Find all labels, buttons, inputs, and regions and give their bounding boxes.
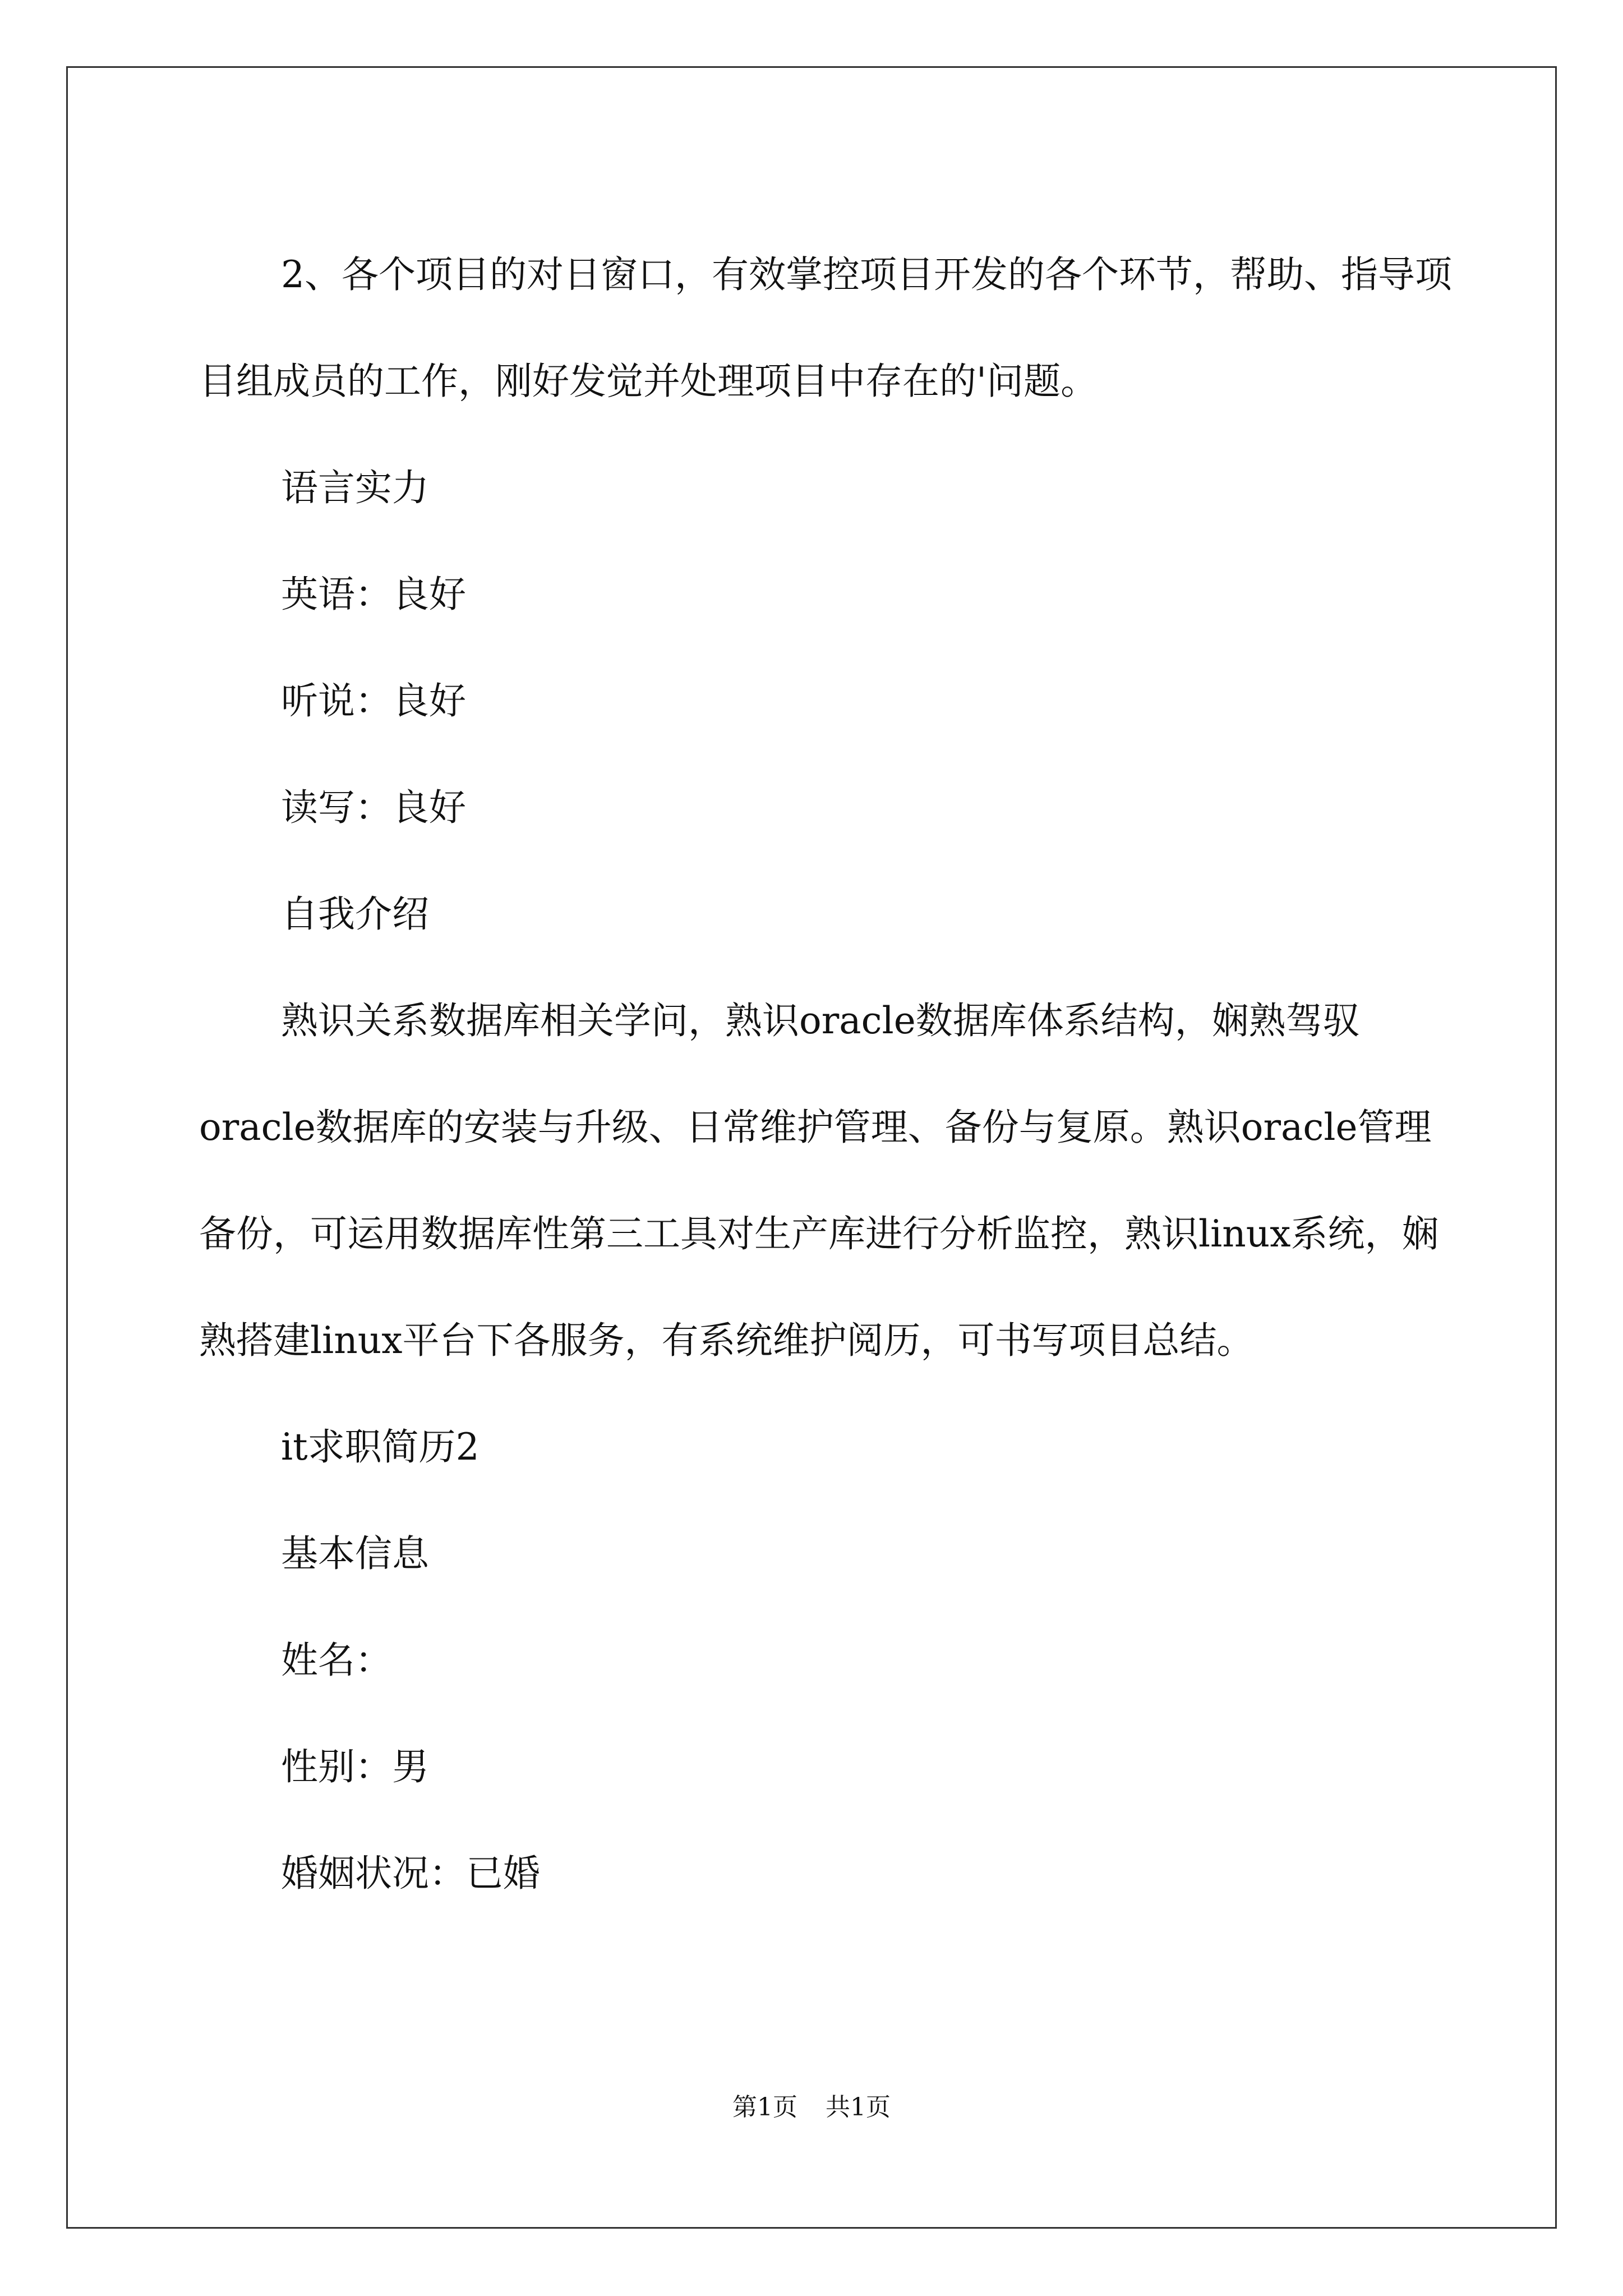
heading-language-ability: 语言实力: [281, 466, 429, 509]
heading-self-introduction: 自我介绍: [281, 892, 429, 936]
page-footer: [0, 2091, 1623, 2124]
page-number: 第1页: [732, 2093, 797, 2122]
document-body: [199, 222, 1467, 1927]
paragraph-self-introduction: 熟识关系数据库相关学问，熟识oracle数据库体系结构，娴熟驾驭oracle数据库的安装与升级、日常维护管理、备份与复原。熟识oracle管理备份，可运用数据库性第三工具对生产库进行分析监控，熟识linux系统，娴熟搭建linux平台下各服务，有系统维护阅历，可书写项目总结。: [199, 999, 1439, 1362]
line-listening-speaking: 听说：良好: [281, 679, 466, 723]
line-gender: 性别：男: [281, 1745, 429, 1788]
page-total: 共1页: [826, 2093, 891, 2122]
line-name: 姓名：: [281, 1639, 392, 1682]
heading-resume-2: it求职简历2: [281, 1425, 479, 1469]
paragraph-project-window: 2、各个项目的对日窗口，有效掌控项目开发的各个环节，帮助、指导项目组成员的工作，刚好发觉并处理项目中存在的'问题。: [199, 253, 1452, 403]
line-reading-writing: 读写：良好: [281, 786, 466, 829]
line-marital-status: 婚姻状况：已婚: [281, 1852, 540, 1895]
heading-basic-info: 基本信息: [281, 1532, 429, 1575]
line-english: 英语：良好: [281, 573, 466, 616]
